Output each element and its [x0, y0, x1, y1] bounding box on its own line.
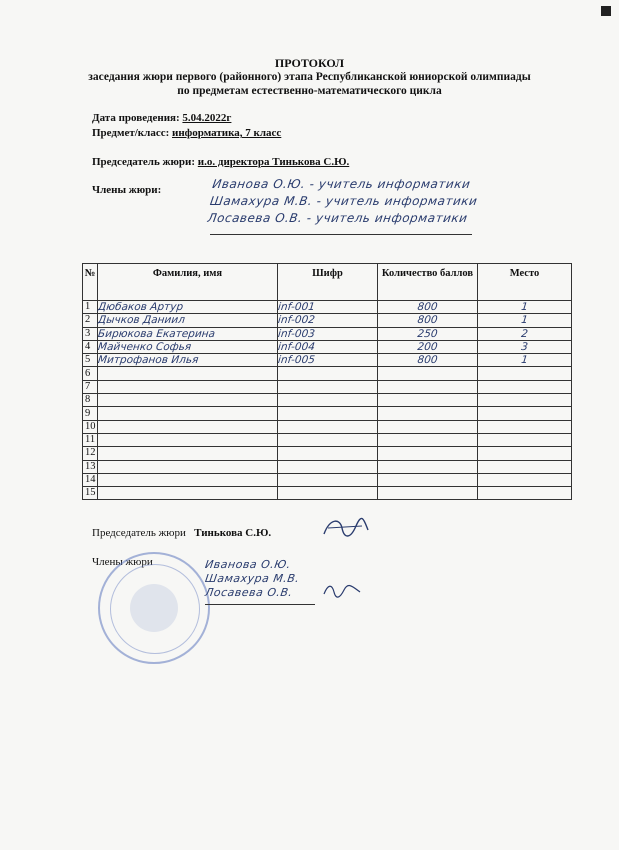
row-code-cell [278, 433, 378, 446]
row-number-cell: 4 [83, 340, 98, 353]
row-score: 800 [416, 301, 439, 314]
row-code-cell [278, 420, 378, 433]
members-signature-label: Члены жюри [92, 556, 153, 568]
member-line: Лосавева О.В. - учитель информатики [206, 211, 469, 225]
row-name-cell [98, 380, 278, 393]
row-code-cell [278, 314, 378, 327]
row-code-cell [278, 487, 378, 500]
members-signature-underline [205, 604, 315, 605]
stamp-emblem [130, 584, 178, 632]
row-place: 2 [520, 327, 529, 340]
row-score: 250 [416, 327, 439, 340]
row-name-cell [98, 327, 278, 340]
member-signature-1: Иванова О.Ю. [204, 558, 292, 571]
row-code: inf-002 [277, 314, 316, 327]
row-score-cell [378, 447, 478, 460]
row-score-cell [378, 301, 478, 314]
row-score: 200 [416, 341, 439, 354]
member-signature-mark [322, 582, 362, 600]
row-score-cell [378, 487, 478, 500]
row-number-cell: 2 [83, 314, 98, 327]
row-place-cell [478, 460, 572, 473]
document-subtitle-line-1: заседания жюри первого (районного) этапа Республиканской юниорской олимпиады [88, 71, 531, 83]
header-name: Фамилия, имя [98, 264, 278, 301]
corner-scan-mark [601, 6, 611, 16]
row-name-cell [98, 314, 278, 327]
row-place: 1 [520, 314, 529, 327]
row-name-cell [98, 394, 278, 407]
row-code: inf-003 [277, 327, 316, 340]
row-name-cell [98, 340, 278, 353]
official-stamp [98, 552, 210, 664]
row-code-cell [278, 301, 378, 314]
subject-value: информатика, 7 класс [172, 127, 282, 139]
row-code: inf-001 [277, 301, 316, 314]
row-score-cell [378, 314, 478, 327]
row-number-cell: 1 [83, 301, 98, 314]
row-code-cell [278, 367, 378, 380]
row-place-cell [478, 380, 572, 393]
subject-label: Предмет/класс: [92, 127, 170, 139]
row-name-cell [98, 367, 278, 380]
table-row [83, 354, 572, 367]
row-number-cell: 9 [83, 407, 98, 420]
date-value: 5.04.2022г [182, 112, 232, 124]
row-code-cell [278, 473, 378, 486]
results-table [82, 263, 572, 500]
table-row [83, 340, 572, 353]
row-name-cell [98, 407, 278, 420]
table-row [83, 487, 572, 500]
row-code-cell [278, 380, 378, 393]
row-score-cell [378, 473, 478, 486]
chair-signature-label: Председатель жюри [92, 527, 186, 539]
row-number-cell: 11 [83, 433, 98, 446]
row-number-cell: 5 [83, 354, 98, 367]
header-score: Количество баллов [378, 264, 478, 301]
row-place-cell [478, 314, 572, 327]
chair-signature-row [92, 527, 271, 539]
row-name-cell [98, 487, 278, 500]
row-place: 3 [520, 341, 529, 354]
row-name: Митрофанов Илья [97, 354, 200, 367]
chair-label: Председатель жюри: [92, 156, 196, 168]
row-place-cell [478, 420, 572, 433]
table-row [83, 394, 572, 407]
member-line: Шамахура М.В. - учитель информатики [209, 194, 479, 208]
row-score-cell [378, 394, 478, 407]
table-header-row [83, 264, 572, 301]
row-number-cell: 3 [83, 327, 98, 340]
row-number-cell: 12 [83, 447, 98, 460]
table-row [83, 420, 572, 433]
member-signature-2: Шамахура М.В. [204, 572, 301, 585]
header-place: Место [478, 264, 572, 301]
table-row [83, 314, 572, 327]
row-place-cell [478, 407, 572, 420]
row-score-cell [378, 420, 478, 433]
header-code: Шифр [278, 264, 378, 301]
row-place-cell [478, 327, 572, 340]
date-label: Дата проведения: [92, 112, 180, 124]
row-place-cell [478, 340, 572, 353]
table-row [83, 460, 572, 473]
row-code-cell [278, 354, 378, 367]
table-row [83, 407, 572, 420]
row-place: 1 [520, 354, 529, 367]
row-code: inf-005 [277, 354, 316, 367]
row-number-cell: 6 [83, 367, 98, 380]
document-header [0, 56, 619, 98]
row-score-cell [378, 460, 478, 473]
row-name-cell [98, 433, 278, 446]
row-number-cell: 8 [83, 394, 98, 407]
table-row [83, 433, 572, 446]
row-place-cell [478, 433, 572, 446]
row-score-cell [378, 367, 478, 380]
table-row [83, 447, 572, 460]
row-name: Майченко Софья [97, 341, 192, 354]
table-row [83, 301, 572, 314]
members-handwritten-list [206, 176, 480, 227]
row-name-cell [98, 473, 278, 486]
row-score-cell [378, 433, 478, 446]
row-code: inf-004 [277, 341, 316, 354]
row-name-cell [98, 420, 278, 433]
row-name-cell [98, 447, 278, 460]
row-score-cell [378, 380, 478, 393]
row-number-cell: 13 [83, 460, 98, 473]
members-label: Члены жюри: [92, 184, 162, 196]
row-score: 800 [416, 354, 439, 367]
chair-signature-mark [320, 514, 370, 544]
members-underline [210, 234, 472, 235]
row-code-cell [278, 340, 378, 353]
row-code-cell [278, 460, 378, 473]
row-number-cell: 10 [83, 420, 98, 433]
row-number-cell: 14 [83, 473, 98, 486]
row-name: Бирюкова Екатерина [97, 327, 216, 340]
table-body [83, 301, 572, 500]
table-row [83, 380, 572, 393]
member-line: Иванова О.Ю. - учитель информатики [211, 177, 472, 191]
row-name-cell [98, 354, 278, 367]
row-name-cell [98, 460, 278, 473]
row-score-cell [378, 327, 478, 340]
row-place-cell [478, 354, 572, 367]
chair-signature-name: Тинькова С.Ю. [194, 527, 272, 539]
row-number-cell: 15 [83, 487, 98, 500]
row-score-cell [378, 407, 478, 420]
row-name: Дычков Даниил [97, 314, 186, 327]
row-code-cell [278, 447, 378, 460]
row-score: 800 [416, 314, 439, 327]
date-row [92, 112, 231, 124]
row-place-cell [478, 473, 572, 486]
chair-value: и.о. директора Тинькова С.Ю. [197, 156, 350, 168]
document-title: ПРОТОКОЛ [274, 56, 345, 70]
chair-row [92, 156, 349, 168]
row-place-cell [478, 367, 572, 380]
row-score-cell [378, 340, 478, 353]
row-place: 1 [520, 301, 529, 314]
table-row [83, 473, 572, 486]
row-number-cell: 7 [83, 380, 98, 393]
row-code-cell [278, 327, 378, 340]
header-num: № [83, 264, 98, 301]
row-place-cell [478, 447, 572, 460]
table-row [83, 367, 572, 380]
row-place-cell [478, 301, 572, 314]
row-place-cell [478, 394, 572, 407]
row-name: Дюбаков Артур [97, 301, 184, 314]
row-name-cell [98, 301, 278, 314]
row-code-cell [278, 407, 378, 420]
table-row [83, 327, 572, 340]
row-place-cell [478, 487, 572, 500]
row-score-cell [378, 354, 478, 367]
row-code-cell [278, 394, 378, 407]
subject-row [92, 127, 281, 139]
member-signature-3: Лосавева О.В. [204, 586, 294, 599]
document-subtitle-line-2: по предметам естественно-математического цикла [177, 85, 442, 97]
